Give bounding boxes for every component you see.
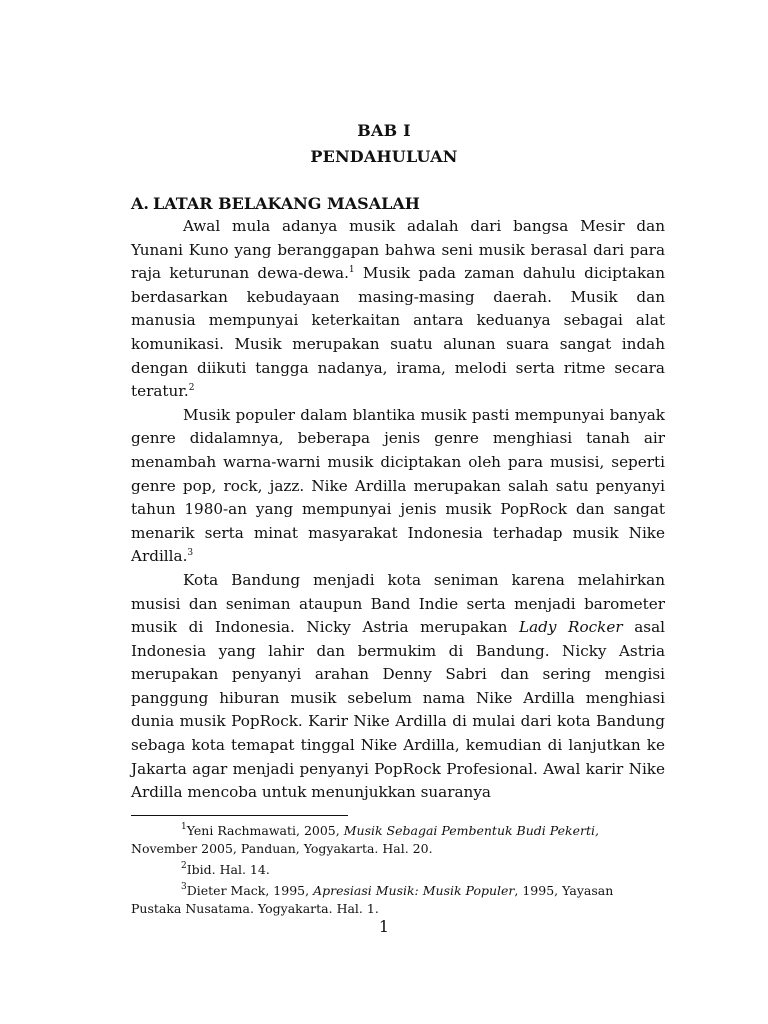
footnote-number: 3 <box>181 882 187 892</box>
paragraph-text: Musik pada zaman dahulu diciptakan berdasarkan kebudayaan masing-masing daerah. Musik dan manusia mempunyai keterkaitan antara keduanya sebagai alat komunikasi. Musik merupakan suatu alunan suara sangat indah dengan diikuti tangga nadanya, irama, melodi serta ritme secara teratur. <box>131 264 665 401</box>
footnote-ref: 3 <box>187 548 194 559</box>
footnote-text: , 1995, Yayasan Pustaka Nusatama. Yogyakarta. Hal. 1. <box>131 883 614 916</box>
footnote-divider <box>131 815 348 816</box>
footnotes <box>131 822 665 921</box>
paragraph-3 <box>131 569 665 805</box>
footnote-text: November 2005, Panduan, Yogyakarta. Hal. 20. <box>131 841 433 856</box>
paragraph-text: Musik populer dalam blantika musik pasti mempunyai banyak genre didalamnya, beberapa jenis genre menghiasi tanah air menambah warna-warni musik diciptakan oleh para musisi, seperti genre pop, rock, jazz. Nike Ardilla merupakan salah satu penyanyi tahun 1980-an yang mempunyai jenis musik PopRock dan sangat menarik serta minat masyarakat Indonesia terhadap musik Nike Ardilla. <box>131 405 665 566</box>
italic-term: Lady Rocker <box>519 618 623 637</box>
footnote-text: Ibid. Hal. 14. <box>186 862 270 877</box>
footnote-number: 1 <box>181 822 187 832</box>
paragraph-text: asal Indonesia yang lahir dan bermukim di Bandung. Nicky Astria merupakan penyanyi arahan Denny Sabri dan sering mengisi panggung hiburan musik sebelum nama Nike Ardilla menghiasi dunia musik PopRock. Karir Nike Ardilla di mulai dari kota Bandung sebaga kota temapat tinggal Nike Ardilla, kemudian di lanjutkan ke Jakarta agar menjadi penyanyi PopRock Profesional. Awal karir Nike Ardilla mencoba untuk menunjukkan suaranya <box>131 618 665 802</box>
section-title: LATAR BELAKANG MASALAH <box>153 194 420 213</box>
footnote-text: Yeni Rachmawati, 2005, <box>186 823 344 838</box>
footnote-2 <box>131 861 665 879</box>
paragraph-text: Kota Bandung menjadi kota seniman karena melahirkan musisi dan seniman ataupun Band Indie serta menjadi barometer musik di Indonesia. Nicky Astria merupakan <box>131 570 665 637</box>
paragraph-text: Awal mula adanya musik adalah dari bangsa Mesir dan Yunani Kuno yang beranggapan bahwa seni musik berasal dari para raja keturunan dewa-dewa. <box>131 217 665 283</box>
footnote-ref: 1 <box>348 265 355 276</box>
footnote-italic: Apresiasi Musik: Musik Populer <box>313 883 515 898</box>
chapter-label: BAB I <box>357 121 411 140</box>
chapter-title: PENDAHULUAN <box>310 147 458 166</box>
footnote-3 <box>131 882 665 918</box>
body-text <box>131 215 665 805</box>
section-heading <box>131 194 420 213</box>
footnote-italic: Musik Sebagai Pembentuk Budi Pekerti, <box>343 823 599 838</box>
footnote-1 <box>131 822 665 858</box>
footnote-text: Dieter Mack, 1995, <box>186 883 314 898</box>
paragraph-2 <box>131 404 665 569</box>
page-number: 1 <box>378 917 390 936</box>
footnote-ref: 2 <box>188 383 195 394</box>
paragraph-1 <box>131 215 665 404</box>
footnote-number: 2 <box>181 861 187 871</box>
section-number: A. <box>131 194 149 213</box>
